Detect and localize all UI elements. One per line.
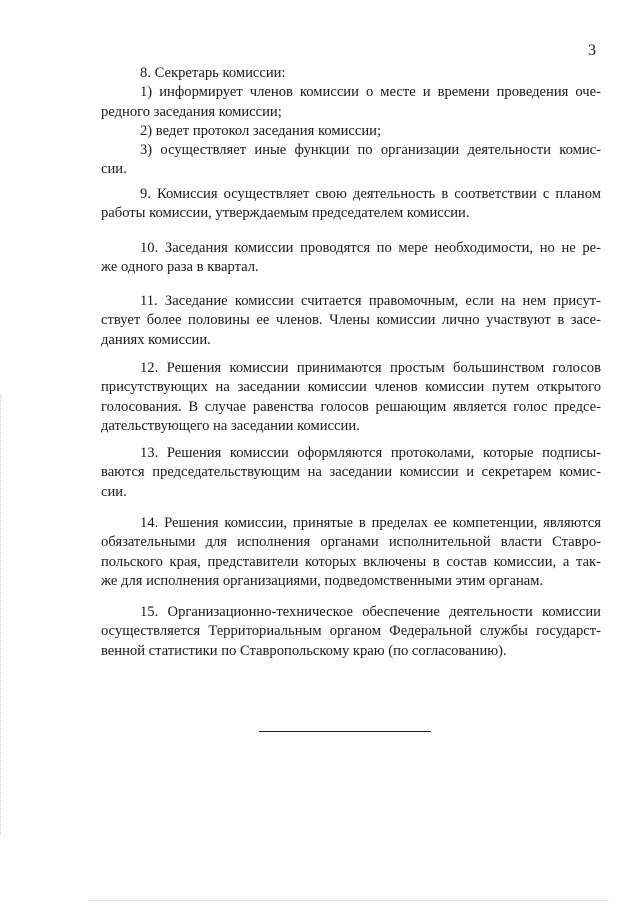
paragraph-10: [101, 239, 601, 278]
text-line: 2) ведет протокол заседания комиссии;: [140, 122, 382, 139]
text-line: 15. Организационно-техническое обеспечение деятельности комиссии: [140, 604, 601, 620]
paragraph-13: [101, 444, 601, 502]
text-line: венной статистики по Ставропольскому краю (по согласованию).: [101, 642, 507, 659]
text-line: ствует более половины ее членов. Члены комиссии лично участвуют в засе-: [101, 312, 601, 329]
text-line: 8. Секретарь комиссии:: [140, 65, 286, 81]
closing-separator-line: [259, 731, 431, 732]
text-line: 14. Решения комиссии, принятые в пределах ее компетенции, являются: [140, 515, 601, 531]
scan-bottom-artifact: [90, 900, 610, 901]
paragraph-15: [101, 603, 601, 661]
text-line: 9. Комиссия осуществляет свою деятельность в соответствии с планом: [140, 186, 601, 202]
text-line: 10. Заседания комиссии проводятся по мере необходимости, но не ре-: [140, 240, 601, 256]
text-line: же для исполнения организациями, подведомственными этим органам.: [101, 572, 544, 589]
text-line: 1) информирует членов комиссии о месте и времени проведения оче-: [140, 84, 601, 101]
text-line: редного заседания комиссии;: [101, 103, 282, 120]
text-line: же одного раза в квартал.: [101, 259, 259, 276]
text-line: голосования. В случае равенства голосов решающим является голос предсе-: [101, 398, 601, 415]
text-line: ваются председательствующим на заседании комиссии и секретарем комис-: [101, 464, 601, 481]
page-number: 3: [588, 42, 596, 59]
text-line: присутствующих на заседании комиссии членов комиссии путем открытого: [101, 379, 601, 396]
text-line: 12. Решения комиссии принимаются простым большинством голосов: [140, 360, 601, 376]
text-line: сии.: [101, 161, 127, 178]
text-line: дательствующего на заседании комиссии.: [101, 417, 360, 434]
text-line: осуществляется Территориальным органом Федеральной службы государст-: [101, 623, 601, 640]
text-line: 13. Решения комиссии оформляются протоколами, которые подписы-: [140, 445, 601, 461]
text-line: работы комиссии, утверждаемым председателем комиссии.: [101, 205, 470, 222]
paragraph-14: [101, 514, 601, 591]
scan-margin-artifact: [0, 395, 4, 835]
text-line: 3) осуществляет иные функции по организации деятельности комис-: [140, 142, 601, 159]
text-line: польского края, представители которых включены в состав комиссии, а так-: [101, 553, 601, 570]
text-line: сии.: [101, 483, 127, 500]
paragraph-11: [101, 292, 601, 350]
paragraph-8: [101, 64, 601, 180]
text-line: даниях комиссии.: [101, 331, 211, 348]
paragraph-9: [101, 185, 601, 224]
text-line: обязательными для исполнения органами исполнительной власти Ставро-: [101, 534, 601, 551]
paragraph-12: [101, 359, 601, 436]
text-line: 11. Заседание комиссии считается правомочным, если на нем присут-: [140, 293, 601, 309]
